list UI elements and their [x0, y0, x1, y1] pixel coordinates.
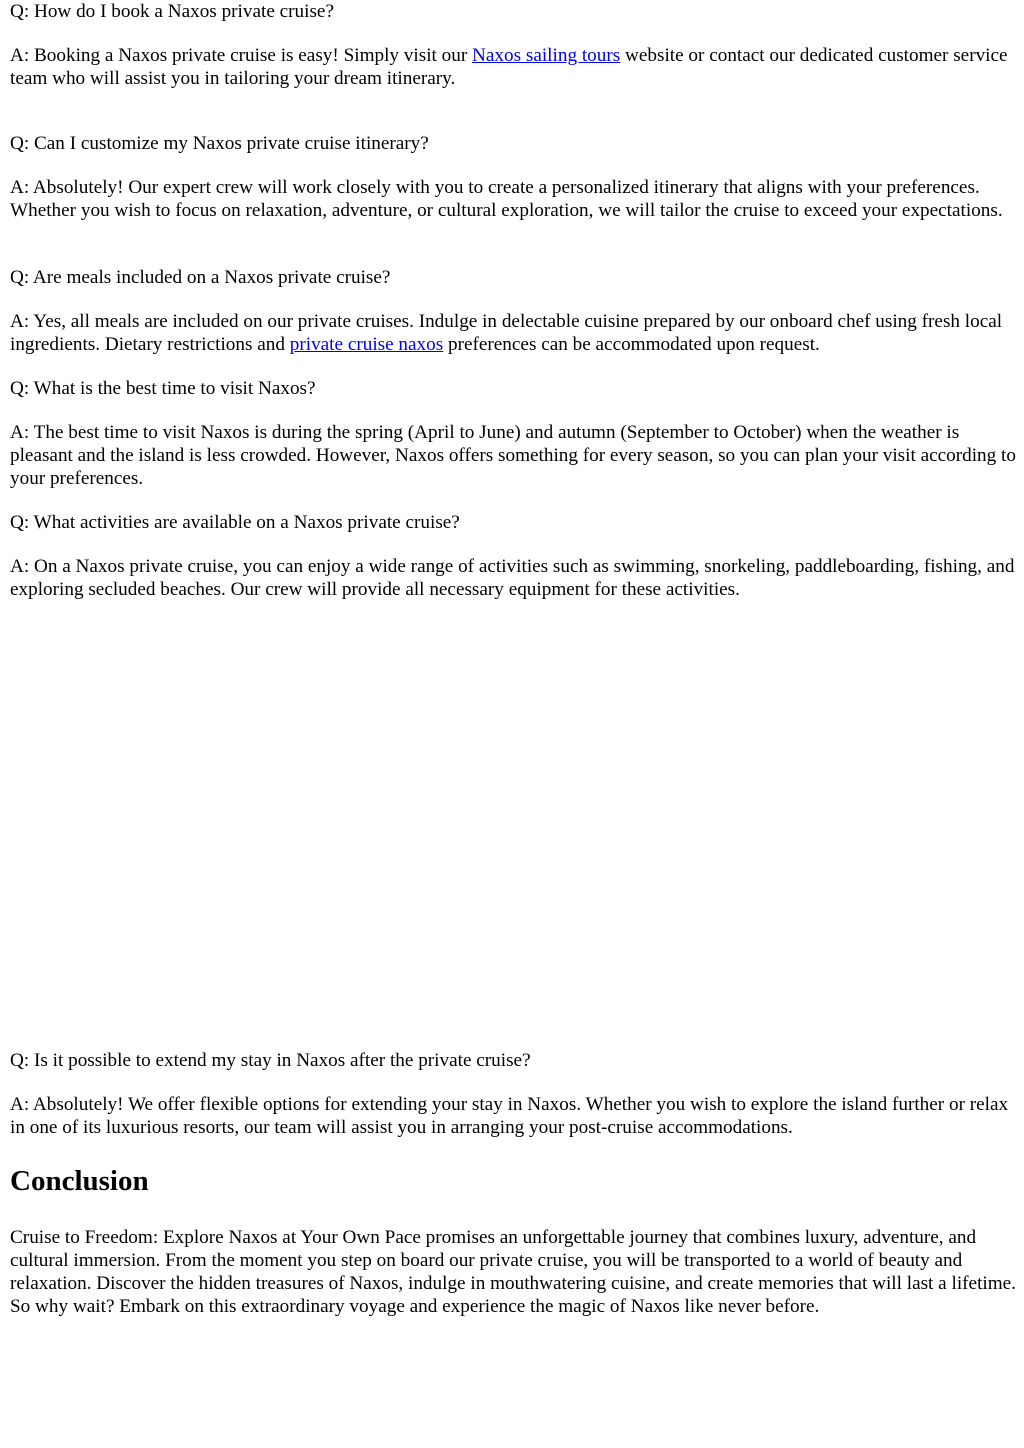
answer-text: preferences can be accommodated upon request.: [443, 334, 820, 355]
conclusion-heading: Conclusion: [10, 1165, 149, 1197]
faq-answer-6: A: Absolutely! We offer flexible options for extending your stay in Naxos. Whether you wish to explore the island further or relax in one of its luxurious resorts, our team will assist you in arranging your post-cruise accommodations.: [10, 1094, 1009, 1138]
faq-question-5: Q: What activities are available on a Naxos private cruise?: [10, 512, 460, 533]
faq-question-4: Q: What is the best time to visit Naxos?: [10, 378, 316, 399]
faq-question-6: Q: Is it possible to extend my stay in Naxos after the private cruise?: [10, 1050, 531, 1071]
conclusion-body: Cruise to Freedom: Explore Naxos at Your Own Pace promises an unforgettable journey that combines luxury, adventure, and cultural immersion. From the moment you step on board our private cruise, you will be transported to a world of beauty and relaxation. Discover the hidden treasures of Naxos, indulge in mouthwatering cuisine, and create memories that will last a lifetime. So why wait? Embark on this extraordinary voyage and experience the magic of Naxos like never before.: [10, 1227, 1016, 1317]
faq-answer-4: A: The best time to visit Naxos is during the spring (April to June) and autumn (September to October) when the weather is pleasant and the island is less crowded. However, Naxos offers something for every season, so you can plan your visit according to your preferences.: [10, 422, 1016, 489]
answer-text: A: Yes, all meals are included on our private cruises. Indulge in delectable cuisine prepared by our onboard chef using fresh local ingredients. Dietary restrictions and: [10, 311, 1003, 355]
faq-answer-2: A: Absolutely! Our expert crew will work closely with you to create a personalized itinerary that aligns with your preferences. Whether you wish to focus on relaxation, adventure, or cultural exploration, we will tailor the cruise to exceed your expectations.: [10, 177, 1003, 221]
answer-text: A: Booking a Naxos private cruise is easy! Simply visit our: [10, 45, 473, 66]
private-cruise-naxos-link[interactable]: private cruise naxos: [289, 334, 444, 355]
faq-question-2: Q: Can I customize my Naxos private cruise itinerary?: [10, 133, 429, 154]
naxos-sailing-tours-link[interactable]: Naxos sailing tours: [472, 45, 621, 66]
answer-text: website or contact our dedicated customer service team who will assist you in tailoring your dream itinerary.: [10, 45, 1008, 89]
faq-answer-1: [10, 44, 1016, 90]
faq-question-1: Q: How do I book a Naxos private cruise?: [10, 1, 334, 22]
faq-question-3: Q: Are meals included on a Naxos private cruise?: [10, 267, 391, 288]
faq-answer-5: A: On a Naxos private cruise, you can enjoy a wide range of activities such as swimming, snorkeling, paddleboarding, fishing, and exploring secluded beaches. Our crew will provide all necessary equipment for these activities.: [10, 556, 1015, 600]
faq-answer-3: [10, 310, 1016, 356]
